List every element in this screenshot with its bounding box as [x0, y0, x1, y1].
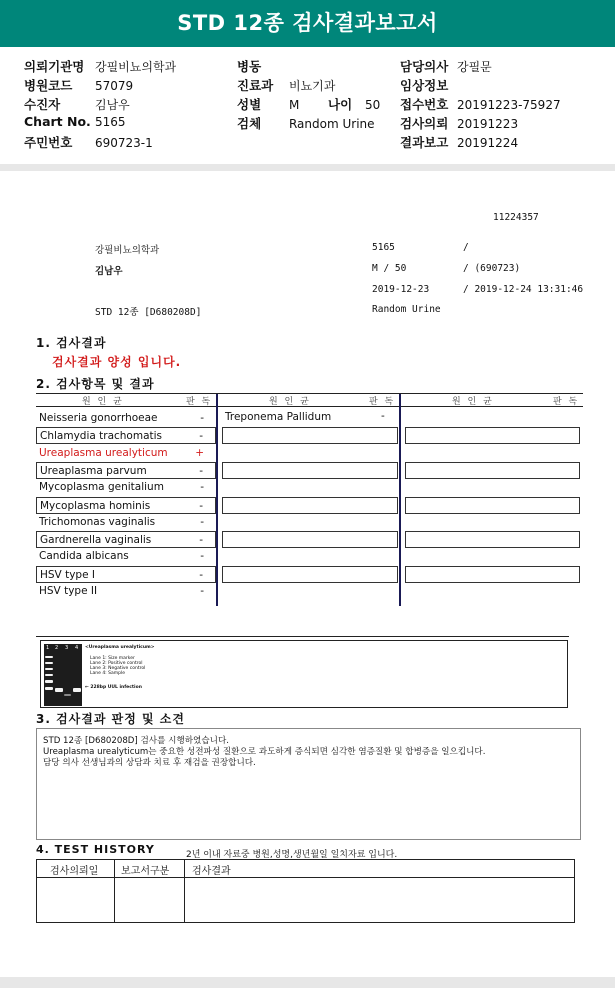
organism-name: Trichomonas vaginalis [39, 515, 156, 528]
header-field-label: 검사의뢰 [400, 116, 449, 131]
result-mark: - [200, 550, 204, 563]
header-field [400, 133, 518, 151]
specimen-field [237, 114, 375, 132]
empty-result-cell [405, 427, 580, 444]
dept-field [237, 76, 335, 94]
organism-name: HSV type I [40, 568, 95, 581]
empty-result-cell [405, 462, 580, 479]
gel-caption-line: Lane 3: Negative control [90, 666, 146, 671]
gel-band [45, 674, 53, 676]
empty-result-cell [222, 531, 398, 548]
header-field-value: 20191224 [457, 136, 519, 150]
empty-result-cell [405, 497, 580, 514]
col3-header: 원 인 균 [452, 397, 494, 407]
col1-judge-header: 판 독 [186, 397, 213, 407]
col2-header: 원 인 균 [269, 397, 311, 407]
report-request-date: 2019-12-23 [372, 284, 430, 295]
result-mark: - [200, 481, 204, 494]
dept-label: 진료과 [237, 78, 274, 93]
header-field-label: 임상정보 [400, 78, 449, 93]
empty-result-cell [405, 566, 580, 583]
history-note: 2년 이내 자료중 병원,성명,생년월일 일치자료 입니다. [186, 850, 398, 860]
age-value: 50 [364, 98, 381, 112]
gel-band [45, 656, 53, 658]
result-mark: - [199, 499, 203, 512]
header-field-label: 주민번호 [24, 135, 73, 150]
result-mark: - [200, 515, 204, 528]
history-header-rule [37, 877, 574, 878]
empty-result-cell [222, 497, 398, 514]
report-patient: 김남우 [95, 266, 123, 277]
gel-caption-line: Lane 1: Size marker [90, 656, 135, 661]
column-divider [216, 394, 218, 606]
report-hospital: 강필비뇨의학과 [95, 245, 160, 256]
gel-band [45, 687, 53, 690]
empty-result-cell [405, 531, 580, 548]
header-field-label: Chart No. [24, 114, 91, 129]
empty-result-cell [222, 566, 398, 583]
header-field-value: 5165 [95, 115, 126, 129]
header-field-value: 57079 [95, 79, 134, 93]
result-mark: - [199, 534, 203, 547]
header-field [400, 57, 492, 75]
organism-name: Neisseria gonorrhoeae [39, 412, 158, 424]
report-specimen: Random Urine [372, 304, 441, 315]
gel-caption-line: Lane 4: Sample [90, 671, 125, 676]
specimen-label: 검체 [237, 116, 262, 131]
lane-number: 1 [46, 645, 50, 651]
opinion-line: STD 12종 [D680208D] 검사를 시행하였습니다. [43, 736, 229, 746]
report-slash: / [463, 242, 469, 253]
header-field-label: 수진자 [24, 97, 61, 112]
result-row [36, 445, 216, 462]
result-row [36, 583, 216, 600]
header-field [24, 76, 133, 94]
header-field [24, 114, 126, 129]
result-mark: - [200, 585, 204, 597]
header-separator [0, 164, 615, 171]
result-row [36, 462, 216, 479]
column-divider [399, 394, 401, 606]
ward-label: 병동 [237, 59, 262, 74]
lane-number: 4 [75, 645, 79, 651]
section4-title: 4. TEST HISTORY [36, 843, 155, 856]
gel-band [73, 688, 81, 692]
age-field [328, 95, 380, 113]
result-mark: - [199, 568, 203, 581]
col1-header: 원 인 균 [82, 397, 124, 407]
lane-number: 2 [55, 645, 59, 651]
result-row [36, 531, 216, 548]
section2-title: 2. 검사항목 및 결과 [36, 377, 155, 391]
col2-judge-header: 판 독 [369, 397, 396, 407]
organism-name: Gardnerella vaginalis [40, 534, 152, 547]
report-chart: 5165 [372, 242, 395, 253]
dept-value: 비뇨기과 [288, 79, 336, 93]
gel-caption-title: <Ureaplasma urealyticum> [85, 645, 155, 650]
gel-band [45, 668, 53, 670]
sex-value: M [288, 98, 300, 112]
header-field [24, 95, 130, 113]
col3-judge-header: 판 독 [553, 397, 580, 407]
gel-band [55, 688, 63, 692]
footer-bar [0, 977, 615, 988]
gel-band [45, 662, 53, 664]
header-field [400, 76, 457, 94]
col2-item-name: Treponema Pallidum [225, 411, 332, 423]
opinion-line: 담당 의사 선생님과의 상담과 치료 후 재검을 권장합니다. [43, 758, 256, 768]
age-label: 나이 [328, 97, 353, 112]
header-field [400, 114, 518, 132]
sex-field [237, 95, 299, 113]
specimen-value: Random Urine [288, 117, 375, 131]
header-field [24, 57, 176, 75]
report-sex-age: M / 50 [372, 263, 407, 274]
header-field-value: 강필비뇨의학과 [95, 60, 177, 74]
sex-label: 성별 [237, 97, 262, 112]
report-test-name: STD 12종 [D680208D] [95, 307, 202, 318]
header-field-value: 20191223 [457, 117, 519, 131]
section3-title: 3. 검사결과 판정 및 소견 [36, 712, 185, 726]
organism-name: Mycoplasma genitalium [39, 481, 164, 494]
report-birth: / (690723) [463, 263, 521, 274]
opinion-line: Ureaplasma urealyticum는 중요한 성전파성 질환으로 과도하게 증식되면 심각한 염증질환 및 합병증을 일으킵니다. [43, 747, 486, 757]
header-field-value: 20191223-75927 [457, 98, 561, 112]
history-table [36, 859, 575, 923]
result-row [36, 410, 216, 427]
header-field-label: 담당의사 [400, 59, 449, 74]
lane-number: 3 [65, 645, 69, 651]
positive-result-text: 검사결과 양성 입니다. [52, 355, 182, 369]
empty-result-cell [222, 427, 398, 444]
header-field-label: 접수번호 [400, 97, 449, 112]
header-field-label: 결과보고 [400, 135, 449, 150]
result-mark: - [199, 430, 203, 443]
organism-name: Chlamydia trachomatis [40, 430, 163, 443]
gel-band [45, 680, 53, 683]
section1-title: 1. 검사결과 [36, 336, 107, 350]
organism-name: Ureaplasma urealyticum [39, 446, 168, 459]
gel-band [64, 694, 71, 696]
history-header-result: 검사결과 [192, 866, 231, 877]
result-mark: + [195, 446, 204, 459]
gel-electrophoresis-image [44, 644, 82, 706]
report-id: 11224357 [493, 212, 539, 223]
report-datetime: / 2019-12-24 13:31:46 [463, 284, 584, 295]
report-title: STD 12종 검사결과보고서 [0, 0, 615, 47]
header-field-label: 의뢰기관명 [24, 59, 85, 74]
organism-name: Candida albicans [39, 550, 129, 563]
result-row [36, 497, 216, 514]
result-mark: - [199, 464, 203, 477]
result-row [36, 514, 216, 531]
gel-top-rule [36, 636, 569, 637]
organism-name: Ureaplasma parvum [40, 464, 147, 477]
result-row [36, 479, 216, 496]
header-field [400, 95, 561, 113]
empty-result-cell [222, 462, 398, 479]
col2-item-result: - [381, 410, 385, 422]
result-row [36, 566, 216, 583]
result-mark: - [200, 412, 204, 424]
header-field-label: 병원코드 [24, 78, 73, 93]
organism-name: HSV type II [39, 585, 98, 597]
header-field-value: 690723-1 [95, 136, 153, 150]
header-field-value: 김남우 [95, 98, 130, 112]
organism-name: Mycoplasma hominis [40, 499, 151, 512]
header-field [24, 133, 153, 151]
header-field-value: 강필문 [457, 60, 492, 74]
history-header-request-date: 검사의뢰일 [50, 866, 99, 877]
result-row [36, 548, 216, 565]
gel-arrow-label: ← 228bp UUL infection [85, 685, 142, 690]
ward-field [237, 57, 265, 75]
gel-caption-line: Lane 2: Positive control [90, 661, 143, 666]
history-header-report-type: 보고서구분 [121, 866, 170, 877]
result-row [36, 427, 216, 444]
